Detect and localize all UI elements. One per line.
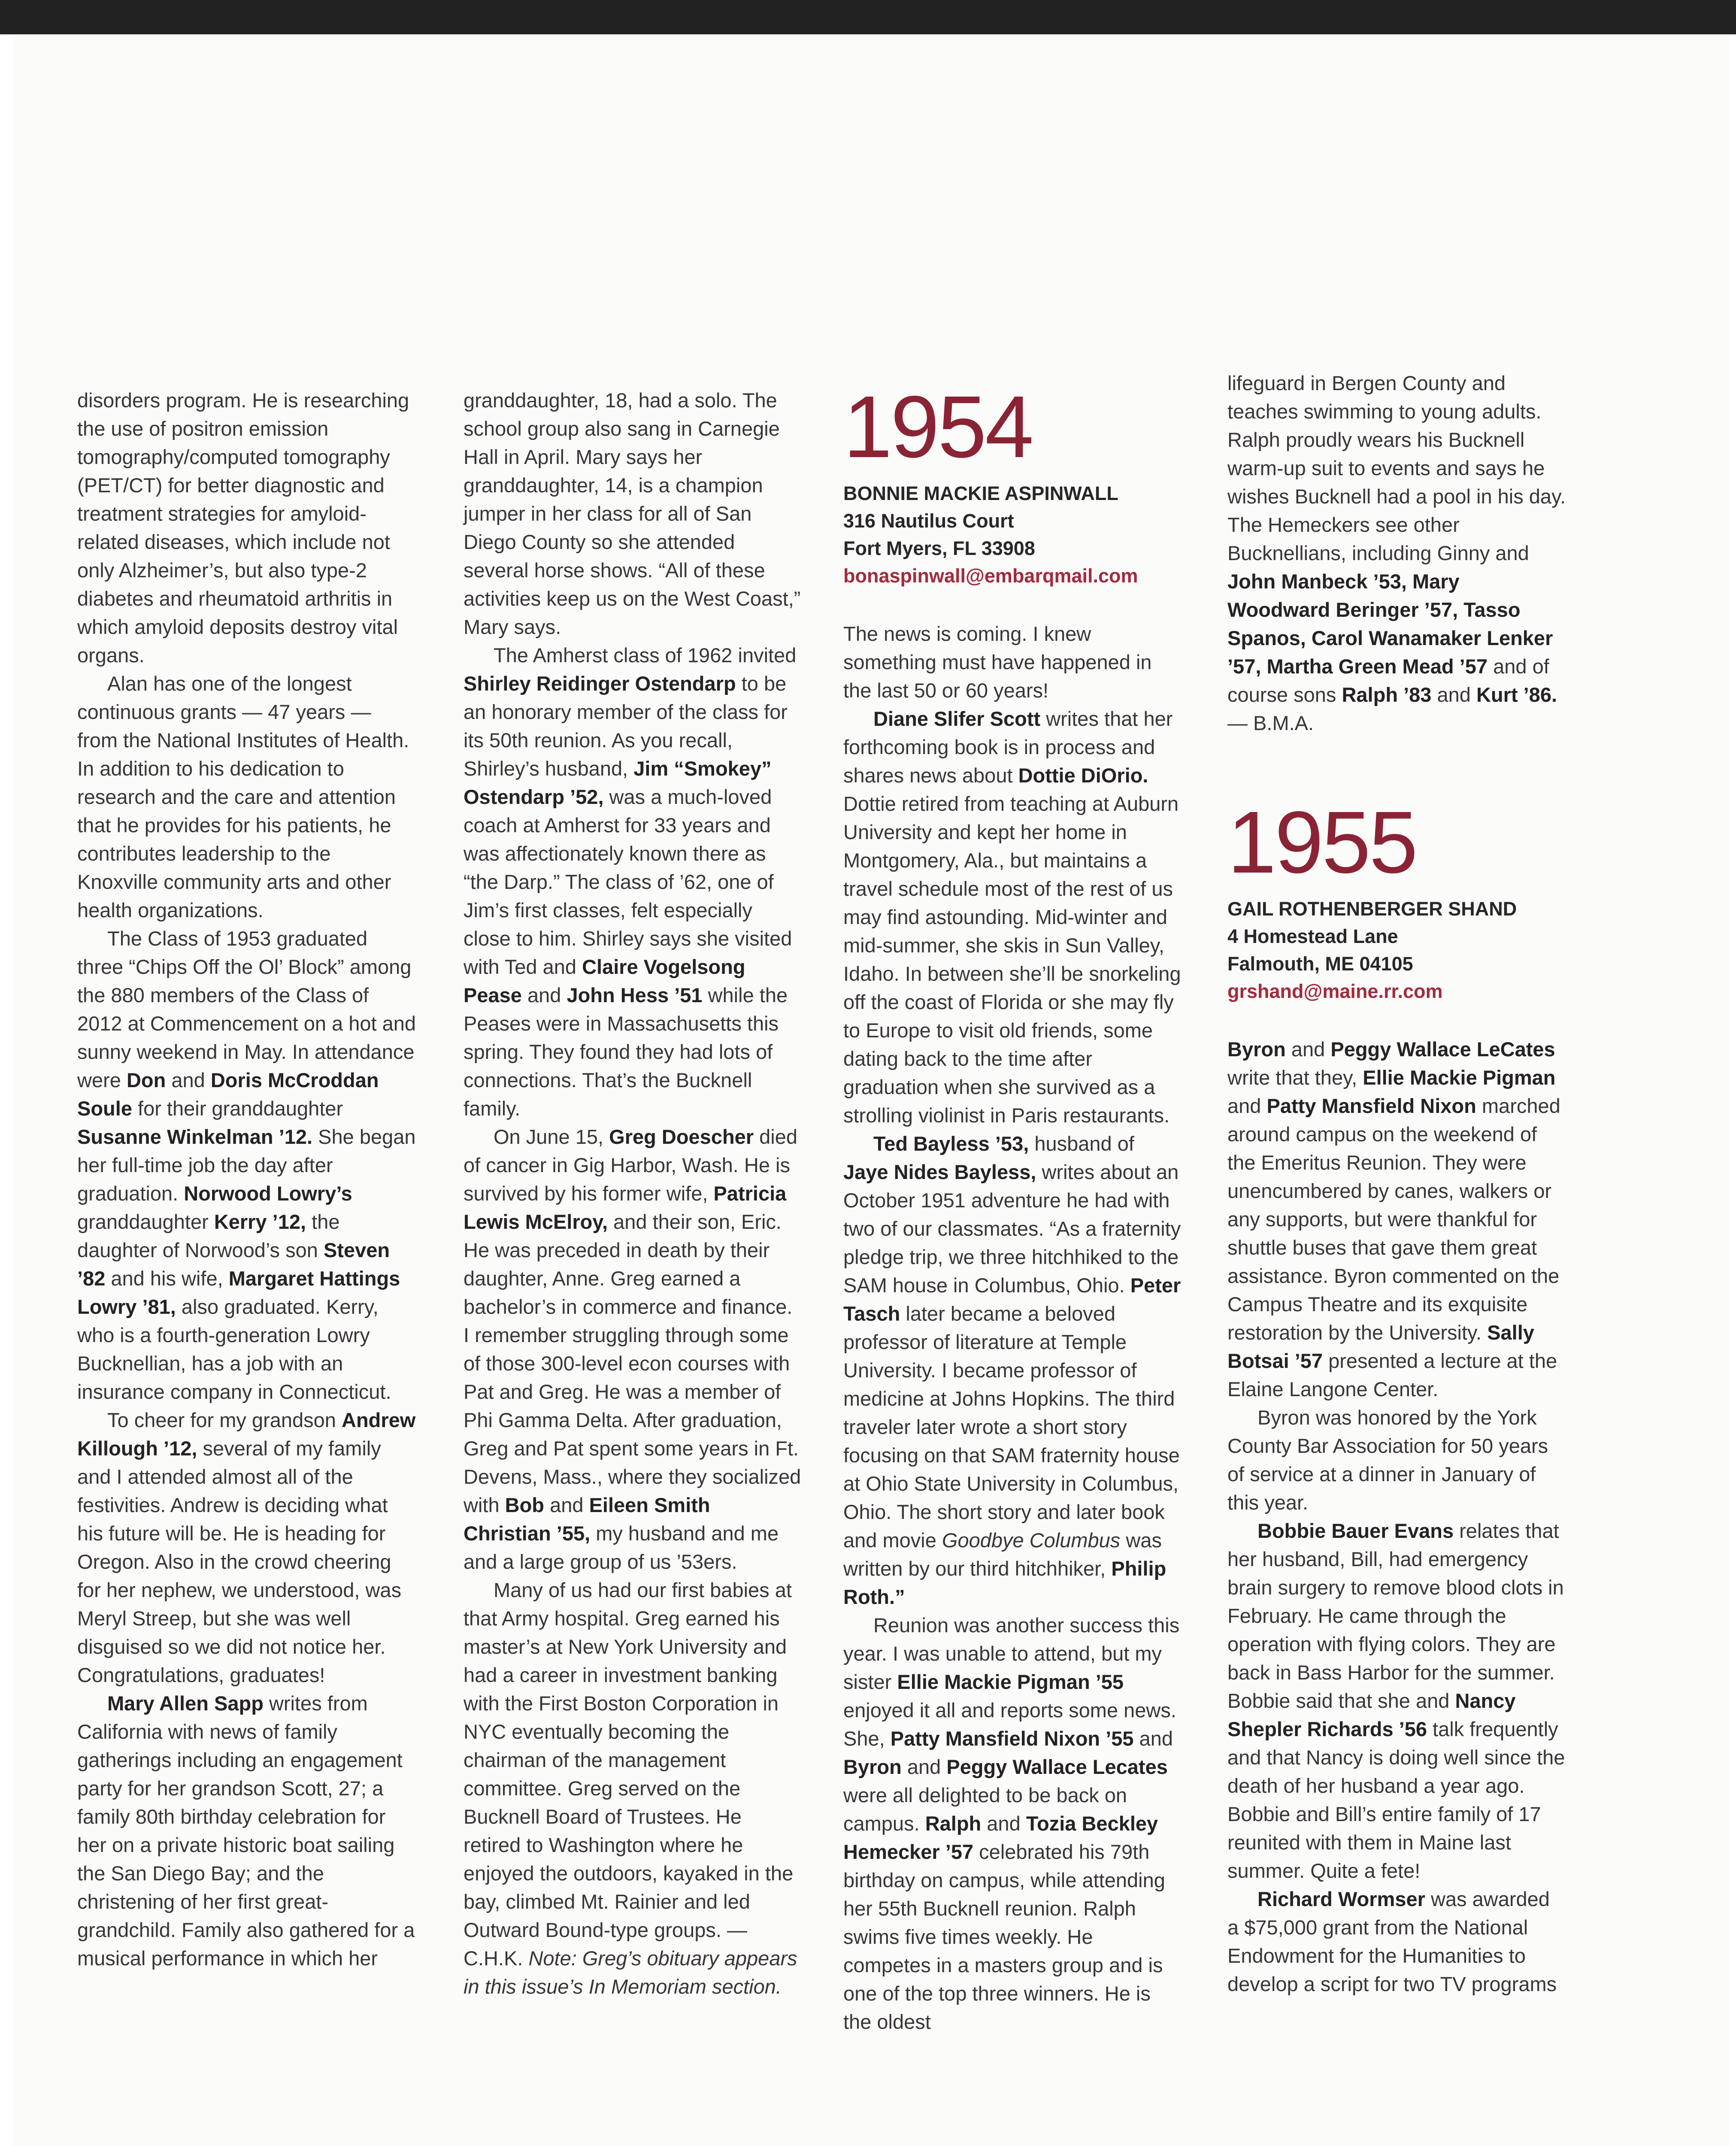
body-text: died of cancer in Gig Harbor, Wash. He is survived by his former wife,	[464, 1125, 798, 1205]
paragraph	[464, 386, 803, 641]
name-highlight: Ted Bayless ’53,	[873, 1132, 1029, 1155]
body-text: write that they,	[1227, 1066, 1363, 1089]
body-text: granddaughter	[77, 1210, 214, 1233]
name-highlight: Patty Mansfield Nixon ’55	[890, 1727, 1134, 1750]
body-text: On June 15,	[494, 1125, 609, 1148]
name-highlight: Don	[126, 1069, 166, 1091]
body-text: marched around campus on the weekend of the Emeritus Reunion. They were unencumbered by canes, walkers or any supports, but were thankful for shuttle buses that gave them great assistance. Byron commented on the Campus Theatre and its exquisite restoration by the University.	[1227, 1094, 1560, 1344]
name-highlight: Bobbie Bauer Evans	[1257, 1519, 1454, 1542]
body-text: and his wife,	[105, 1267, 229, 1290]
body-text: enjoyed it all and reports some news. She,	[843, 1699, 1176, 1750]
name-highlight: Dottie DiOrio.	[1018, 764, 1148, 787]
paragraph	[464, 1123, 803, 1576]
name-highlight: Susanne Winkelman ’12.	[77, 1125, 313, 1148]
body-text: The Amherst class of 1962 invited	[494, 644, 797, 667]
paragraph	[77, 1406, 416, 1689]
name-highlight: Claire Vogelsong Pease	[464, 955, 745, 1006]
body-text: and	[1227, 1094, 1267, 1117]
name-highlight: Jim “Smokey” Ostendarp ’52,	[464, 757, 772, 808]
body-text: also graduated. Kerry, who is a fourth-generation Lowry Bucknellian, has a job with an insurance company in Connecticut.	[77, 1295, 391, 1403]
body-text: Reunion was another success this year. I was unable to attend, but my sister	[843, 1614, 1180, 1693]
body-text: lifeguard in Bergen County and teaches swimming to young adults. Ralph proudly wears his Bucknell warm-up suit to events and says he wishes Bucknell had a pool in his day. The Hemeckers see other Bucknellians, including Ginny and	[1227, 372, 1566, 564]
body-text: and	[981, 1812, 1026, 1835]
body-text: Byron was honored by the York County Bar Association for 50 years of service at a dinner in January of this year.	[1227, 1406, 1548, 1514]
name-highlight: John Hess ’51	[567, 984, 703, 1006]
body-text: Many of us had our first babies at that Army hospital. Greg earned his master’s at New York University and had a career in investment banking with the First Boston Corporation in NYC eventually becoming the chairman of the management committee. Greg served on the Bucknell Board of Trustees. He retired to Washington where he enjoyed the outdoors, kayaked in the bay, climbed Mt. Rainier and led Outward Bound-type groups. — C.H.K.	[464, 1579, 794, 1970]
column-4	[1227, 369, 1566, 1998]
name-highlight: Margaret Hattings Lowry ’81,	[77, 1267, 400, 1318]
body-text: later became a beloved professor of literature at Temple University. I became professor of medicine at Johns Hopkins. The third traveler later wrote a short story focusing on that SAM fraternity house at Ohio State University in Columbus, Ohio. The short story and later book and movie	[843, 1302, 1180, 1552]
body-text: and their son, Eric. He was preceded in death by their daughter, Anne. Greg earned a bachelor’s in commerce and finance. I remember struggling through some of those 300-level econ courses with Pat and Greg. He was a member of Phi Gamma Delta. After graduation, Greg and Pat spent some years in Ft. Devens, Mass., where they socialized with	[464, 1210, 801, 1516]
body-text: Alan has one of the longest continuous grants — 47 years — from the National Institutes of Health. In addition to his dedication to research and the care and attention that he provides for his patients, he contributes leadership to the Knoxville community arts and other health organizations.	[77, 672, 409, 921]
class-notes-1954-continued	[1227, 369, 1566, 737]
name-highlight: Shirley Reidinger Ostendarp	[464, 672, 736, 695]
secretary-email[interactable]: grshand@maine.rr.com	[1227, 980, 1443, 1002]
name-highlight: Peter Tasch	[843, 1274, 1181, 1325]
name-highlight: Kerry ’12,	[214, 1210, 306, 1233]
body-text: and	[901, 1755, 947, 1778]
paragraph	[77, 1689, 416, 1973]
paragraph	[843, 705, 1182, 1130]
body-text: She began her full-time job the day after graduation.	[77, 1125, 416, 1205]
column-2	[464, 386, 803, 2001]
body-text: the daughter of Norwood’s son	[77, 1210, 340, 1261]
name-highlight: Sally Botsai ’57	[1227, 1321, 1534, 1372]
body-text: and	[1431, 683, 1476, 706]
name-highlight: Peggy Wallace Lecates	[946, 1755, 1168, 1778]
name-highlight: Diane Slifer Scott	[873, 707, 1041, 730]
italic-text: Goodbye Columbus	[942, 1529, 1121, 1552]
paragraph	[77, 924, 416, 1406]
name-highlight: Jaye Nides Bayless,	[843, 1161, 1036, 1183]
name-highlight: Ellie Mackie Pigman ’55	[897, 1670, 1124, 1693]
secretary-name: GAIL ROTHENBERGER SHAND	[1227, 898, 1517, 920]
name-highlight: John Manbeck ’53, Mary Woodward Beringer ’57, Tasso Spanos, Carol Wanamaker Lenker ’57, Martha Green Mead ’57	[1227, 570, 1553, 678]
body-text: The news is coming. I knew something must have happened in the last 50 or 60 years!	[843, 622, 1152, 702]
body-text: disorders program. He is researching the use of positron emission tomography/computed tomography (PET/CT) for better diagnostic and treatment strategies for amyloid-related diseases, which include not only Alzheimer’s, but also type-2 diabetes and rheumatoid arthritis in which amyloid deposits destroy vital organs.	[77, 389, 409, 667]
body-text: for their granddaughter	[132, 1097, 343, 1120]
class-notes-1954	[843, 620, 1182, 2036]
paragraph	[464, 641, 803, 1123]
class-secretary-contact	[1227, 895, 1566, 1005]
body-text: and of course sons	[1227, 655, 1549, 706]
secretary-street: 316 Nautilus Court	[843, 510, 1014, 532]
body-text: The Class of 1953 graduated three “Chips Off the Ol’ Block” among the 880 members of the Class of 2012 at Commencement on a hot and sunny weekend in May. In attendance were	[77, 927, 416, 1091]
name-highlight: Ellie Mackie Pigman	[1363, 1066, 1556, 1089]
name-highlight: Ralph	[925, 1812, 982, 1835]
italic-text: Note: Greg’s obituary appears in this issue’s In Memoriam section.	[464, 1947, 797, 1998]
body-text: were all delighted to be back on campus.	[843, 1784, 1127, 1835]
paragraph	[1227, 1517, 1566, 1885]
paragraph	[77, 386, 416, 670]
secretary-city: Fort Myers, FL 33908	[843, 537, 1035, 559]
column-1	[77, 386, 416, 1973]
name-highlight: Richard Wormser	[1257, 1888, 1425, 1910]
secretary-city: Falmouth, ME 04105	[1227, 953, 1413, 975]
name-highlight: Bob	[505, 1494, 545, 1516]
body-text: while the Peases were in Massachusetts this spring. They found they had lots of connections. That’s the Bucknell family.	[464, 984, 788, 1120]
body-text: writes about an October 1951 adventure he had with two of our classmates. “As a fraternity pledge trip, we three hitchhiked to the SAM house in Columbus, Ohio.	[843, 1161, 1181, 1297]
body-text: and	[1133, 1727, 1173, 1750]
name-highlight: Byron	[843, 1755, 902, 1778]
name-highlight: Philip Roth.”	[843, 1557, 1166, 1608]
name-highlight: Eileen Smith Christian ’55,	[464, 1494, 710, 1545]
body-text: — B.M.A.	[1227, 712, 1314, 734]
column-3	[843, 378, 1182, 2036]
name-highlight: Steven ’82	[77, 1239, 390, 1290]
body-text: several of my family and I attended almost all of the festivities. Andrew is deciding what his future will be. He is heading for Oregon. Also in the crowd cheering for her nephew, we understood, was Meryl Streep, but she was well disguised so we did not notice her. Congratulations, graduates!	[77, 1437, 402, 1686]
class-year-heading: 1955	[1227, 793, 1417, 891]
body-text: writes that her forthcoming book is in process and shares news about	[843, 707, 1173, 787]
paragraph	[843, 1611, 1182, 2036]
body-text: writes from California with news of family gatherings including an engagement party for her grandson Scott, 27; a family 80th birthday celebration for her on a private historic boat sailing the San Diego Bay; and the christening of her first great-grandchild. Family also gathered for a musical performance in which her	[77, 1692, 415, 1970]
name-highlight: Ralph ’83	[1342, 683, 1432, 706]
scan-top-border	[0, 0, 1736, 34]
body-text: to be an honorary member of the class for its 50th reunion. As you recall, Shirley’s husband,	[464, 672, 788, 780]
name-highlight: Byron	[1227, 1038, 1286, 1061]
body-text: To cheer for my grandson	[107, 1409, 342, 1431]
name-highlight: Norwood Lowry’s	[184, 1182, 352, 1205]
body-text: was written by our third hitchhiker,	[843, 1529, 1162, 1580]
paragraph	[1227, 1885, 1566, 1998]
body-text: talk frequently and that Nancy is doing well since the death of her husband a year ago. Bobbie and Bill’s entire family of 17 reunited with them in Maine last summer. Quite a fete!	[1227, 1718, 1565, 1882]
class-secretary-contact	[843, 480, 1182, 590]
paragraph	[843, 620, 1182, 705]
body-text: was a much-loved coach at Amherst for 33 years and was affectionately known there as “the Darp.” The class of ’62, one of Jim’s first classes, felt especially close to him. Shirley says she visited with Ted and	[464, 785, 792, 978]
magazine-page	[13, 34, 1730, 2146]
name-highlight: Peggy Wallace LeCates	[1330, 1038, 1555, 1061]
name-highlight: Tozia Beckley Hemecker ’57	[843, 1812, 1158, 1863]
name-highlight: Patricia Lewis McElroy,	[464, 1182, 787, 1233]
body-text: and	[521, 984, 567, 1006]
body-text: and	[166, 1069, 211, 1091]
paragraph	[843, 1130, 1182, 1611]
paragraph	[1227, 369, 1566, 709]
name-highlight: Greg Doescher	[609, 1125, 754, 1148]
secretary-name: BONNIE MACKIE ASPINWALL	[843, 482, 1118, 504]
body-text: was awarded a $75,000 grant from the National Endowment for the Humanities to develop a script for two TV programs	[1227, 1888, 1557, 1995]
name-highlight: Doris McCroddan Soule	[77, 1069, 379, 1120]
class-notes-1955	[1227, 1035, 1566, 1998]
body-text: presented a lecture at the Elaine Langone Center.	[1227, 1349, 1557, 1400]
name-highlight: Nancy Shepler Richards ’56	[1227, 1689, 1516, 1740]
body-text: granddaughter, 18, had a solo. The school group also sang in Carnegie Hall in April. Mary says her granddaughter, 14, is a champion jumper in her class for all of San Diego County so she attended several horse shows. “All of these activities keep us on the West Coast,” Mary says.	[464, 389, 801, 638]
paragraph	[77, 670, 416, 924]
body-text: and	[544, 1494, 589, 1516]
paragraph	[1227, 709, 1566, 737]
name-highlight: Andrew Killough ’12,	[77, 1409, 416, 1460]
body-text: my husband and me and a large group of us ’53ers.	[464, 1522, 779, 1573]
name-highlight: Patty Mansfield Nixon	[1266, 1094, 1476, 1117]
secretary-street: 4 Homestead Lane	[1227, 925, 1398, 947]
body-text: and	[1285, 1038, 1331, 1061]
class-year-heading: 1954	[843, 378, 1033, 476]
paragraph	[1227, 1403, 1566, 1517]
body-text: relates that her husband, Bill, had emergency brain surgery to remove blood clots in February. He came through the operation with flying colors. They are back in Bass Harbor for the summer. Bobbie said that she and	[1227, 1519, 1564, 1712]
secretary-email[interactable]: bonaspinwall@embarqmail.com	[843, 565, 1138, 587]
paragraph	[464, 1576, 803, 2001]
body-text: celebrated his 79th birthday on campus, while attending her 55th Bucknell reunion. Ralph swims five times weekly. He competes in a masters group and is one of the top three winners. He is the oldest	[843, 1840, 1165, 2033]
body-text: husband of	[1029, 1132, 1134, 1155]
paragraph	[1227, 1035, 1566, 1403]
name-highlight: Kurt ’86.	[1476, 683, 1557, 706]
body-text: Dottie retired from teaching at Auburn University and kept her home in Montgomery, Ala., but maintains a travel schedule most of the rest of us may find astounding. Mid-winter and mid-summer, she skis in Sun Valley, Idaho. In between she’ll be snorkeling off the coast of Florida or she may fly to Europe to visit old friends, some dating back to the time after graduation when she survived as a strolling violinist in Paris restaurants.	[843, 792, 1181, 1127]
name-highlight: Mary Allen Sapp	[107, 1692, 264, 1715]
